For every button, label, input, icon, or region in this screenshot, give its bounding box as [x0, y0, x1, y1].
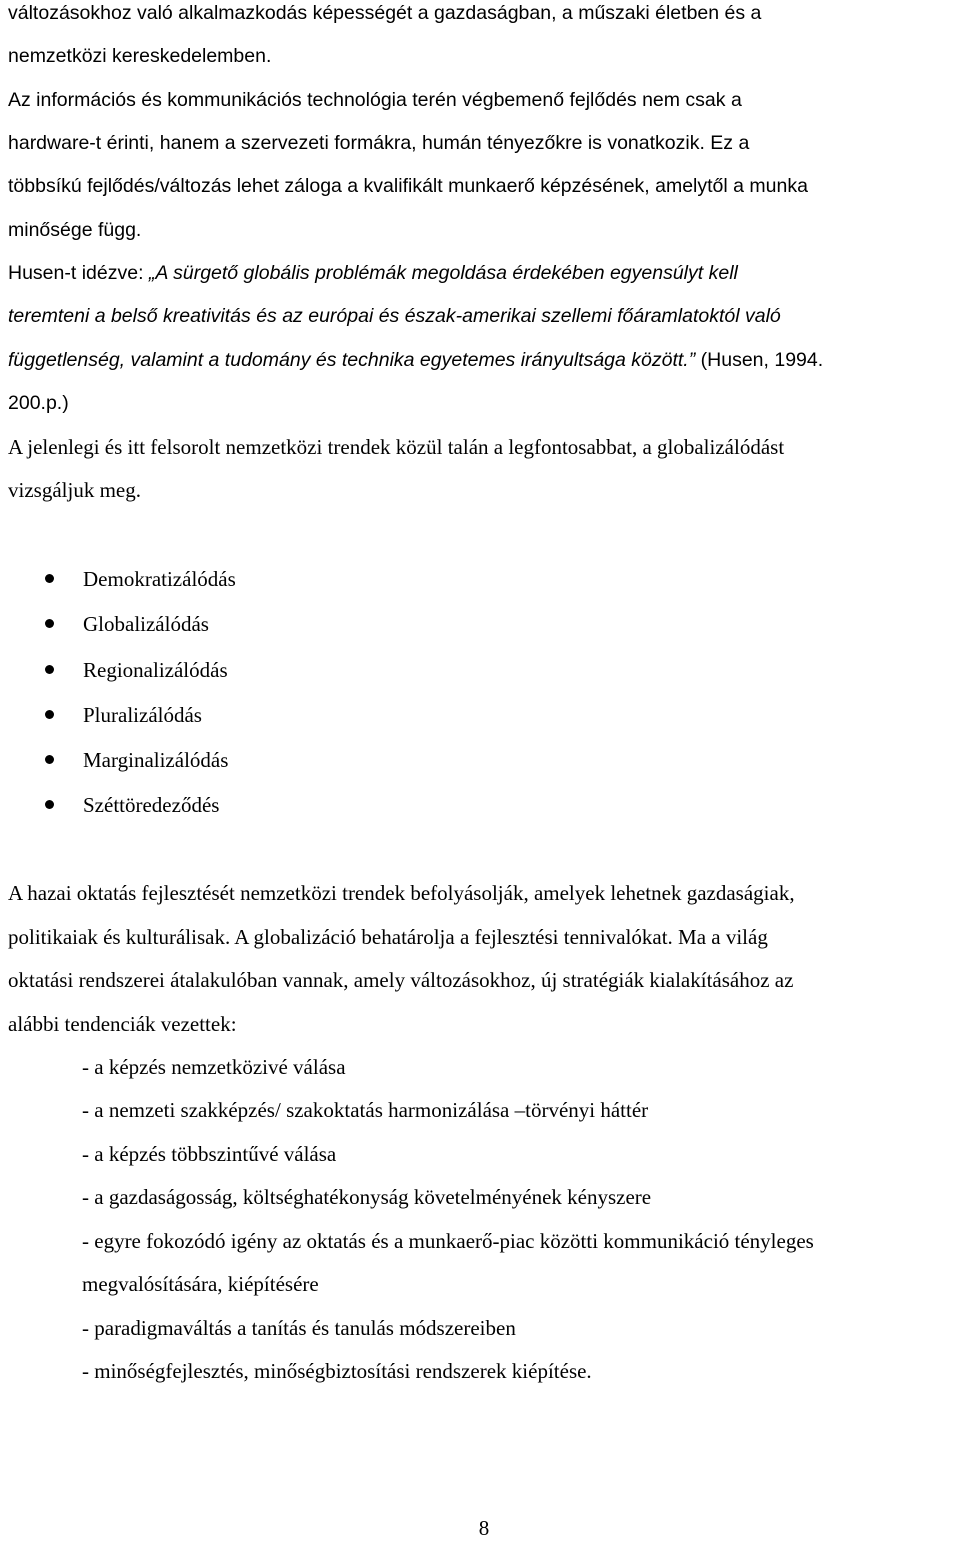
paragraph-line: Az információs és kommunikációs technológia terén végbemenő fejlődés nem csak a [8, 89, 742, 111]
dash-list-item: - a nemzeti szakképzés/ szakoktatás harmonizálása –törvényi háttér [82, 1098, 649, 1122]
paragraph-line: nemzetközi kereskedelemben. [8, 45, 272, 67]
quote-line: 200.p.) [8, 392, 69, 414]
list-item [0, 657, 960, 683]
quote-intro: Husen-t idézve: [8, 262, 149, 284]
dash-list-item: - a képzés többszintűvé válása [82, 1142, 337, 1166]
list-item [0, 747, 960, 773]
list-item-label: Regionalizálódás [83, 658, 228, 682]
list-item-label: Demokratizálódás [83, 567, 236, 591]
paragraph-line: változásokhoz való alkalmazkodás képességét a gazdaságban, a műszaki életben és a [8, 2, 762, 24]
paragraph-line: többsíkú fejlődés/változás lehet záloga a kvalifikált munkaerő képzésének, amelytől a munka [8, 175, 808, 197]
paragraph-line: alábbi tendenciák vezettek: [8, 1012, 237, 1036]
bullet-icon [45, 574, 54, 583]
list-item-label: Széttöredeződés [83, 793, 220, 817]
quote-italic: függetlenség, valamint a tudomány és technika egyetemes irányultsága között.” [8, 349, 696, 371]
dash-list-item: - minőségfejlesztés, minőségbiztosítási rendszerek kiépítése. [82, 1359, 592, 1383]
quote-italic: „A sürgető globális problémák megoldása érdekében egyensúlyt kell [148, 262, 738, 284]
paragraph-line: A hazai oktatás fejlesztését nemzetközi trendek befolyásolják, amelyek lehetnek gazdaságiak, [8, 881, 795, 905]
dash-list-item: - egyre fokozódó igény az oktatás és a munkaerő-piac közötti kommunikáció tényleges [82, 1229, 814, 1253]
list-item [0, 566, 960, 592]
bullet-icon [45, 710, 54, 719]
bullet-icon [45, 619, 54, 628]
list-item [0, 611, 960, 637]
list-item-label: Globalizálódás [83, 612, 209, 636]
quote-line: teremteni a belső kreativitás és az európai és észak-amerikai szellemi főáramlatoktól való [8, 305, 781, 327]
dash-list-item: - a képzés nemzetközivé válása [82, 1055, 346, 1079]
page-number: 8 [478, 1516, 490, 1540]
list-item [0, 792, 960, 818]
bullet-icon [45, 755, 54, 764]
paragraph-line: A jelenlegi és itt felsorolt nemzetközi trendek közül talán a legfontosabbat, a globalizálódást [8, 435, 785, 459]
paragraph-line: minősége függ. [8, 219, 142, 241]
quote-line [8, 260, 738, 286]
dash-list-item: - paradigmaváltás a tanítás és tanulás módszereiben [82, 1316, 516, 1340]
paragraph-line: oktatási rendszerei átalakulóban vannak, amely változásokhoz, új stratégiák kialakításához az [8, 968, 794, 992]
list-item-label: Pluralizálódás [83, 703, 202, 727]
paragraph-line: hardware-t érinti, hanem a szervezeti formákra, humán tényezőkre is vonatkozik. Ez a [8, 132, 750, 154]
bullet-icon [45, 800, 54, 809]
paragraph-line: vizsgáljuk meg. [8, 478, 141, 502]
list-item [0, 702, 960, 728]
quote-line [8, 347, 823, 373]
quote-citation: (Husen, 1994. [695, 349, 824, 371]
dash-list-item: - a gazdaságosság, költséghatékonyság követelményének kényszere [82, 1185, 652, 1209]
list-item-label: Marginalizálódás [83, 748, 229, 772]
bullet-icon [45, 665, 54, 674]
dash-list-item-continuation: megvalósítására, kiépítésére [82, 1272, 319, 1296]
paragraph-line: politikaiak és kulturálisak. A globalizáció behatárolja a fejlesztési tennivalókat. Ma a világ [8, 925, 768, 949]
